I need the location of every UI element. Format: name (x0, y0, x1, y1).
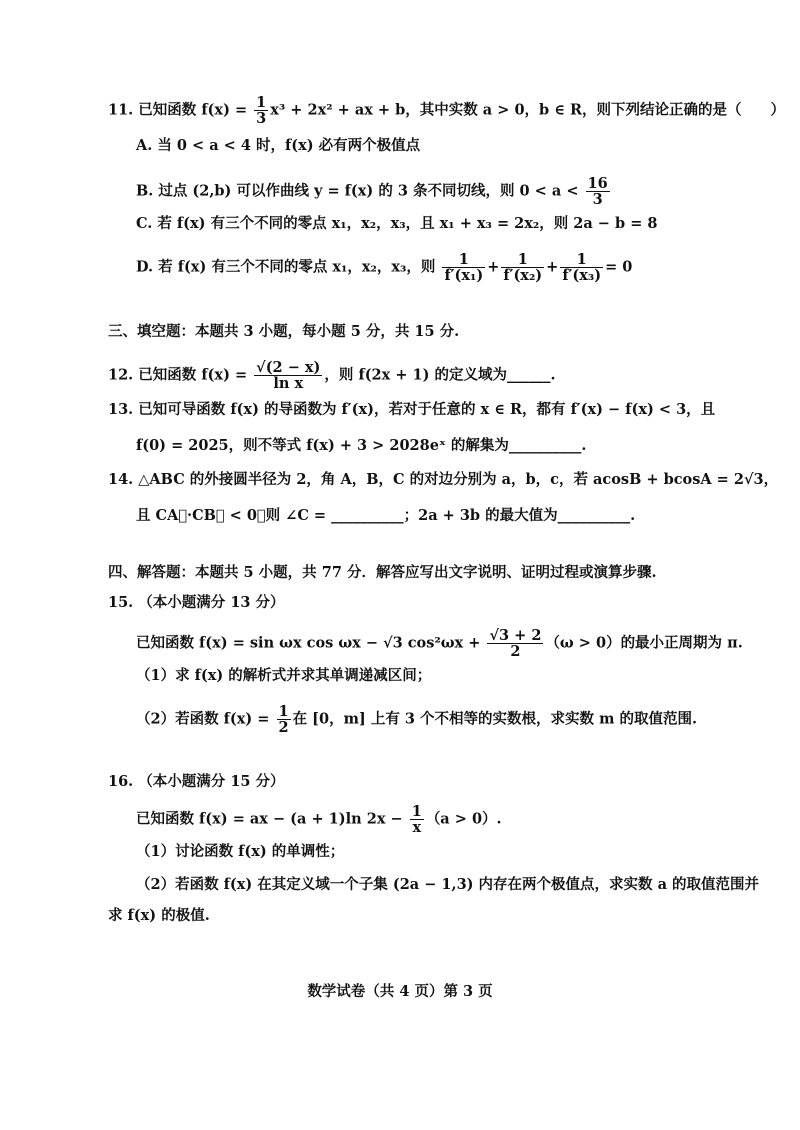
section-3-heading: 三、填空题：本题共 3 小题，每小题 5 分，共 15 分. (108, 323, 460, 340)
q12-stem: 12. 已知函数 f(x) = $\frac{√(2 - x)}{\text{ln x}}$ ，则 f(2x + 1) 的定义域为______. (108, 359, 556, 392)
q16-header: 16. （本小题满分 15 分） (108, 773, 285, 790)
q15-part-2: （2）若函数 f(x) = $\frac{1}{2}$ 在 [0，m] 上有 3 个不相等的实数根，求实数 m 的取值范围. (136, 703, 698, 736)
q11-fraction: $\frac{1}{3}$ (256, 94, 267, 127)
q16-stem: 已知函数 f(x) = ax − (a + 1)ln 2x − $\frac{1}{x}$ （a > 0）. (136, 803, 502, 836)
q14-line-2: 且 CA⃗·CB⃗ < 0，则 ∠C = __________；2a + 3b 的最大值为__________. (136, 507, 636, 524)
q11-option-c: C. 若 f(x) 有三个不同的零点 x₁，x₂，x₃，且 x₁ + x₃ = 2x₂，则 2a − b = 8 (136, 215, 658, 232)
q11-option-b: B. 过点 (2,b) 可以作曲线 y = f(x) 的 3 条不同切线，则 0 < a < $\frac{16}{3}$ (136, 175, 608, 208)
q16-part-2-line-2: 求 f(x) 的极值. (108, 907, 210, 924)
page-footer: 数学试卷（共 4 页）第 3 页 (307, 983, 493, 1000)
q11-stem: 11. 已知函数 f(x) = $\frac{1}{3}$ x³ + 2x² + ax + b，其中实数 a > 0，b ∈ R，则下列结论正确的是（ ） (108, 94, 786, 127)
q15-header: 15. （本小题满分 13 分） (108, 594, 285, 611)
q11-option-a: A. 当 0 < a < 4 时，f(x) 必有两个极值点 (136, 137, 421, 154)
section-4-heading: 四、解答题：本题共 5 小题，共 77 分．解答应写出文字说明、证明过程或演算步骤. (108, 564, 657, 581)
q16-part-2-line-1: （2）若函数 f(x) 在其定义域一个子集 (2a − 1,3) 内存在两个极值点，求实数 a 的取值范围并 (136, 876, 760, 893)
q15-stem: 已知函数 f(x) = sin ωx cos ωx − √3 cos²ωx + $\frac{√3 + 2}{2}$ （ω > 0）的最小正周期为 π. (136, 627, 743, 660)
q16-part-1: （1）讨论函数 f(x) 的单调性； (136, 843, 345, 860)
q11-option-d: D. 若 f(x) 有三个不同的零点 x₁，x₂，x₃，则 $\frac{1}{\text{f′(x₁)}}$ + $\frac{1}{\text{f′(x₂)}}$ + $\frac{1}{\text{f′(x₃)}}$ = 0 (136, 251, 633, 284)
q13-line-1: 13. 已知可导函数 f(x) 的导函数为 f′(x)，若对于任意的 x ∈ R，都有 f′(x) − f(x) < 3，且 (108, 401, 716, 418)
q15-part-1: （1）求 f(x) 的解析式并求其单调递减区间； (136, 667, 432, 684)
q13-line-2: f(0) = 2025，则不等式 f(x) + 3 > 2028eˣ 的解集为__________. (136, 437, 587, 454)
q14-line-1: 14. △ABC 的外接圆半径为 2，角 A，B，C 的对边分别为 a，b，c，若 acosB + bcosA = 2√3， (108, 471, 779, 488)
